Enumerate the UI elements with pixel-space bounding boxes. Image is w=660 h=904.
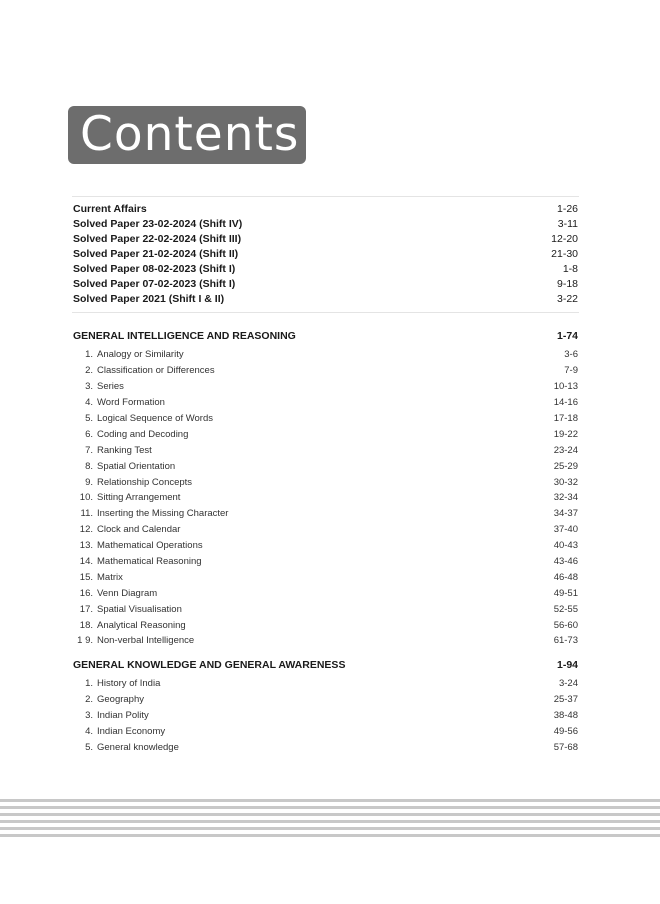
toc-item[interactable]: 5. Logical Sequence of Words 17-18 xyxy=(85,413,578,424)
section-reasoning xyxy=(73,328,578,649)
prelims-row[interactable]: Solved Paper 2021 (Shift I & II) 3-22 xyxy=(73,292,578,305)
toc-item[interactable]: 7. Ranking Test 23-24 xyxy=(85,444,578,456)
toc-item[interactable]: 3. Indian Polity 38-48 xyxy=(85,710,578,722)
toc-item[interactable]: 2. Geography 25-37 xyxy=(85,694,578,706)
toc-item[interactable]: 2. Classification or Differences 7-9 xyxy=(85,365,578,377)
toc-item[interactable]: 10. Sitting Arrangement 32-34 xyxy=(79,492,578,504)
toc-item[interactable]: 3. Series 10-13 xyxy=(85,381,578,393)
footer-stripe xyxy=(0,806,660,809)
prelims-row[interactable]: Solved Paper 07-02-2023 (Shift I) 9-18 xyxy=(73,277,578,290)
toc-item[interactable]: 1 9. Non-verbal Intelligence 61-73 xyxy=(77,635,578,647)
prelims-row[interactable]: Solved Paper 08-02-2023 (Shift I) 1-8 xyxy=(73,262,578,275)
section-heading[interactable]: GENERAL INTELLIGENCE AND REASONING 1-74 xyxy=(73,330,578,342)
prelims-row[interactable]: Solved Paper 22-02-2024 (Shift III) 12-20 xyxy=(73,232,578,245)
divider-top xyxy=(72,196,579,197)
footer-stripe xyxy=(0,834,660,837)
prelims-row[interactable]: Solved Paper 23-02-2024 (Shift IV) 3-11 xyxy=(73,217,578,230)
section-heading[interactable]: GENERAL KNOWLEDGE AND GENERAL AWARENESS 1-94 xyxy=(73,659,578,671)
prelims-row[interactable]: Current Affairs 1-26 xyxy=(73,202,578,215)
contents-title-box xyxy=(68,106,306,164)
page-title: Contents xyxy=(80,107,300,162)
toc-item[interactable]: 13. Mathematical Operations 40-43 xyxy=(79,540,578,552)
toc-item[interactable]: 1. History of India 3-24 xyxy=(85,678,578,690)
toc-item[interactable]: 12. Clock and Calendar 37-40 xyxy=(79,524,578,536)
prelims-row[interactable]: Solved Paper 21-02-2024 (Shift II) 21-30 xyxy=(73,247,578,260)
toc-item[interactable]: 5. General knowledge 57-68 xyxy=(85,742,578,753)
toc-item[interactable]: 18. Analytical Reasoning 56-60 xyxy=(79,619,578,631)
toc-item[interactable]: 8. Spatial Orientation 25-29 xyxy=(85,460,578,472)
toc-item[interactable]: 4. Word Formation 14-16 xyxy=(85,397,578,409)
toc-item[interactable]: 17. Spatial Visualisation 52-55 xyxy=(79,603,578,615)
toc-item[interactable]: 6. Coding and Decoding 19-22 xyxy=(85,428,578,440)
toc-item[interactable]: 11. Inserting the Missing Character 34-37 xyxy=(80,508,578,520)
toc-item[interactable]: 15. Matrix 46-48 xyxy=(79,571,578,583)
divider-middle xyxy=(72,312,579,313)
toc-item[interactable]: 14. Mathematical Reasoning 43-46 xyxy=(79,556,578,568)
footer-stripe xyxy=(0,827,660,830)
footer-stripe xyxy=(0,813,660,816)
footer-stripe xyxy=(0,799,660,802)
toc-item[interactable]: 9. Relationship Concepts 30-32 xyxy=(85,476,578,488)
prelims-list xyxy=(73,201,578,306)
toc-item[interactable]: 4. Indian Economy 49-56 xyxy=(85,726,578,738)
toc-item[interactable]: 1. Analogy or Similarity 3-6 xyxy=(85,349,578,361)
toc-item[interactable]: 16. Venn Diagram 49-51 xyxy=(79,587,578,599)
footer-stripe xyxy=(0,820,660,823)
section-general-knowledge xyxy=(73,657,578,755)
